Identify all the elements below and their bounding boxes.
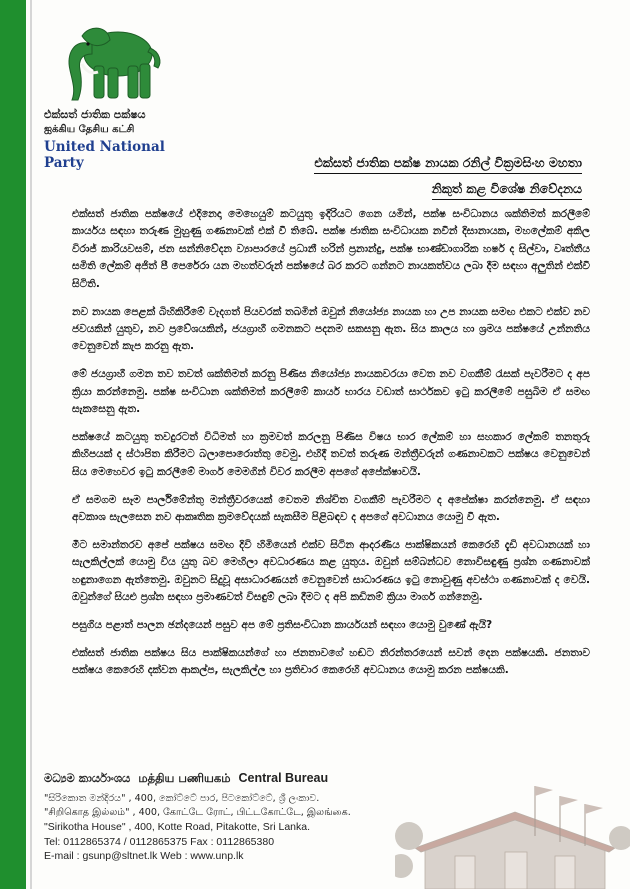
address-english: "Sirikotha House" , 400, Kotte Road, Pitakotte, Sri Lanka. xyxy=(44,821,311,833)
paragraph-2: නව නායක පෙළක් බිහිකිරීමේ වැදගත් පියවරක් තබමින් ඔවුන් නියෝජ්‍ය නායක හා උප නායක සමඟ එකට එක්ව නව ජවයකින් යුතුව, නව ප්‍රවේශයකින්, ජයග්‍රාහී ගමනකට පදනම සකසනු ඇත. සිය කාලය හා ශ්‍රමය පක්ෂයේ උන්නතිය වෙනුවෙන් කැප කරනු ඇත. xyxy=(72,305,590,353)
left-grey-rule xyxy=(30,0,32,889)
bureau-tamil: மத்திய பணியகம் xyxy=(138,771,231,785)
bureau-english: Central Bureau xyxy=(238,771,329,785)
paragraph-6: මීට සමාන්තරව අපේ පක්ෂය සමඟ දිවි හිමියෙන් එක්ව සිටින ආදරණීය පාක්ෂිකයන් කෙරෙහි දැඩි අවධානයක් හා සැලකිල්ලක් යොමු විය යුතු බව මෙහිලා අවධාරණය කළ යුතුය. ඔවුන් සම්බන්ධව නොවිසඳුණු ප්‍රශ්න ගණනාවක් හඳුනාගෙන ඇත්තෙමු. ඔවුනට සිදුවූ අසාධාරණයන් වෙනුවෙන් සාධාරණය ඉටු නොවුණු අවස්ථා ගණනාවක් ද වෙයි. ඔවුන්ගේ සියළු ප්‍රශ්න සඳහා ප්‍රමාණවත් විසඳුම් ලබා දීමට ද අපි කඩිනම් ක්‍රියා මාර්ග ගන්නෙමු. xyxy=(72,539,590,604)
party-logo-block xyxy=(44,14,194,171)
paragraph-1: එක්සත් ජාතික පක්ෂයේ එදිනෙදා මෙහෙයුම් කටයුතු ඉදිරියට ගෙන යමින්, පක්ෂ සංවිධානය ශක්තිමත් කරලීමේ කාර්යය සඳහා තරුණ මුහුණු ගණනාවක් එක් වී තිබේ. පක්ෂ ජාතික සංවිධායක නවීන් දිසානායක, මහලේකම් අකිල විරාජ් කාරියවසම්, ජන සන්නිවේදන ව්‍යාපාරයේ ප්‍රධානී හරින් ප්‍රනාන්දු, පක්ෂ භාණ්ඩාගාරික හර්ෂ ද සිල්වා, වෘත්තීය සමිති ලේකම් අජිත් පී පෙරේරා යන මහත්වරුන් පක්ෂයේ බර කරට ගන්නට නායකත්වය ලබා දීම සඳහා අලුතින් එක්වී සිටිති. xyxy=(72,208,590,290)
statement-heading xyxy=(314,152,582,204)
heading-line-2: නිකුත් කළ විශේෂ නිවේදනය xyxy=(432,181,582,200)
email-web: E-mail : gsunp@sltnet.lk Web : www.unp.lk xyxy=(44,850,244,862)
elephant-logo-icon xyxy=(52,14,172,106)
bureau-sinhala: මධ්‍යම කාර්යාංශය xyxy=(44,771,131,785)
statement-body xyxy=(72,206,590,690)
tel-fax: Tel: 0112865374 / 0112865375 Fax : 0112865380 xyxy=(44,835,275,848)
address-tamil: "சிறிகொத இல்லம்" , 400, கோட்டே ரோட், பிட்டகோட்டே, இலங்கை. xyxy=(44,807,351,818)
left-green-stripe xyxy=(0,0,26,889)
central-bureau-title xyxy=(44,771,464,787)
paragraph-5: ඒ සමගම සෑම පාර්ලිමේන්තු මන්ත්‍රීවරයෙක් වෙතම නිශ්චිත වගකීම් පැවරීමට ද අපේක්ෂා කරන්නෙමු. ඒ සඳහා අවකාශ සැලසෙන නව ආකෘතික ක්‍රමවේදයක් සැකසීම පිළිබඳව ද අපගේ අවධානය යොමු වී ඇත. xyxy=(72,493,590,524)
paragraph-4: පක්ෂයේ කටයුතු තවදුරටත් විධිමත් හා ක්‍රමවත් කරලනු පිණිස විෂය භාර ලේකම් හා සහකාර ලේකම් තනතුරු කිහිපයක් ද ස්ථාපිත කිරීමට බලාපොරොත්තු වෙමු. එහිදී තවත් තරුණ මන්ත්‍රීවරුන් ගණනාවකට පක්ෂය වෙනුවෙන් සිය මෙහෙවර ඉටු කරලීමේ මාර්ග මෙමගින් විවර කරලීම අපගේ අපේක්ෂාවයි. xyxy=(72,430,590,478)
party-name-sinhala: එක්සත් ජාතික පක්ෂය xyxy=(44,108,146,121)
footer-contact xyxy=(44,771,464,864)
paragraph-3: මේ ජයග්‍රාහී ගමන තව තවත් ශක්තිමත් කරනු පිණිස නියෝජ්‍ය නායකවරයා වෙත නව වගකීම් රැසක් පැවරීමට ද අප ක්‍රියා කරන්නෙමු. පක්ෂ සංවිධාන ශක්තිමත් කරලීමේ කාර්ය භාරය වඩාත් සාර්ථකව ඉටු කරලීමේ පසුබිම ඒ සමඟ සැකසෙනු ඇත. xyxy=(72,368,590,416)
heading-line-1: එක්සත් ජාතික පක්ෂ නායක රනිල් වික්‍රමසිංහ මහතා xyxy=(314,155,582,174)
party-name-english: United National Party xyxy=(44,139,165,171)
address-sinhala: "සිරිකොත මන්දිරය" , 400, කෝට්ටේ පාර, පිටකෝට්ටේ, ශ්‍රී ලංකාව. xyxy=(44,793,320,804)
paragraph-7-question: පසුගිය පළාත් පාලන ඡන්දයෙන් පසුව අප මේ ප්‍රතිසංවිධාන කාර්යයන් සඳහා යොමු වුණේ ඇයි? xyxy=(72,619,493,632)
party-name-tamil: ஐக்கிய தேசிய கட்சி xyxy=(44,124,135,135)
paragraph-8: එක්සත් ජාතික පක්ෂය සිය පාක්ෂිකයන්ගේ හා ජනතාවගේ හඬට නිරන්තරයෙන් සවන් දෙන පක්ෂයකි. ජනතාව පක්ෂය කෙරෙහි දක්වන ආකල්ප, සැලකිල්ල හා ප්‍රතිචාර කෙරෙහි අවධානය යොමු කරන පක්ෂයකි. xyxy=(72,647,590,677)
